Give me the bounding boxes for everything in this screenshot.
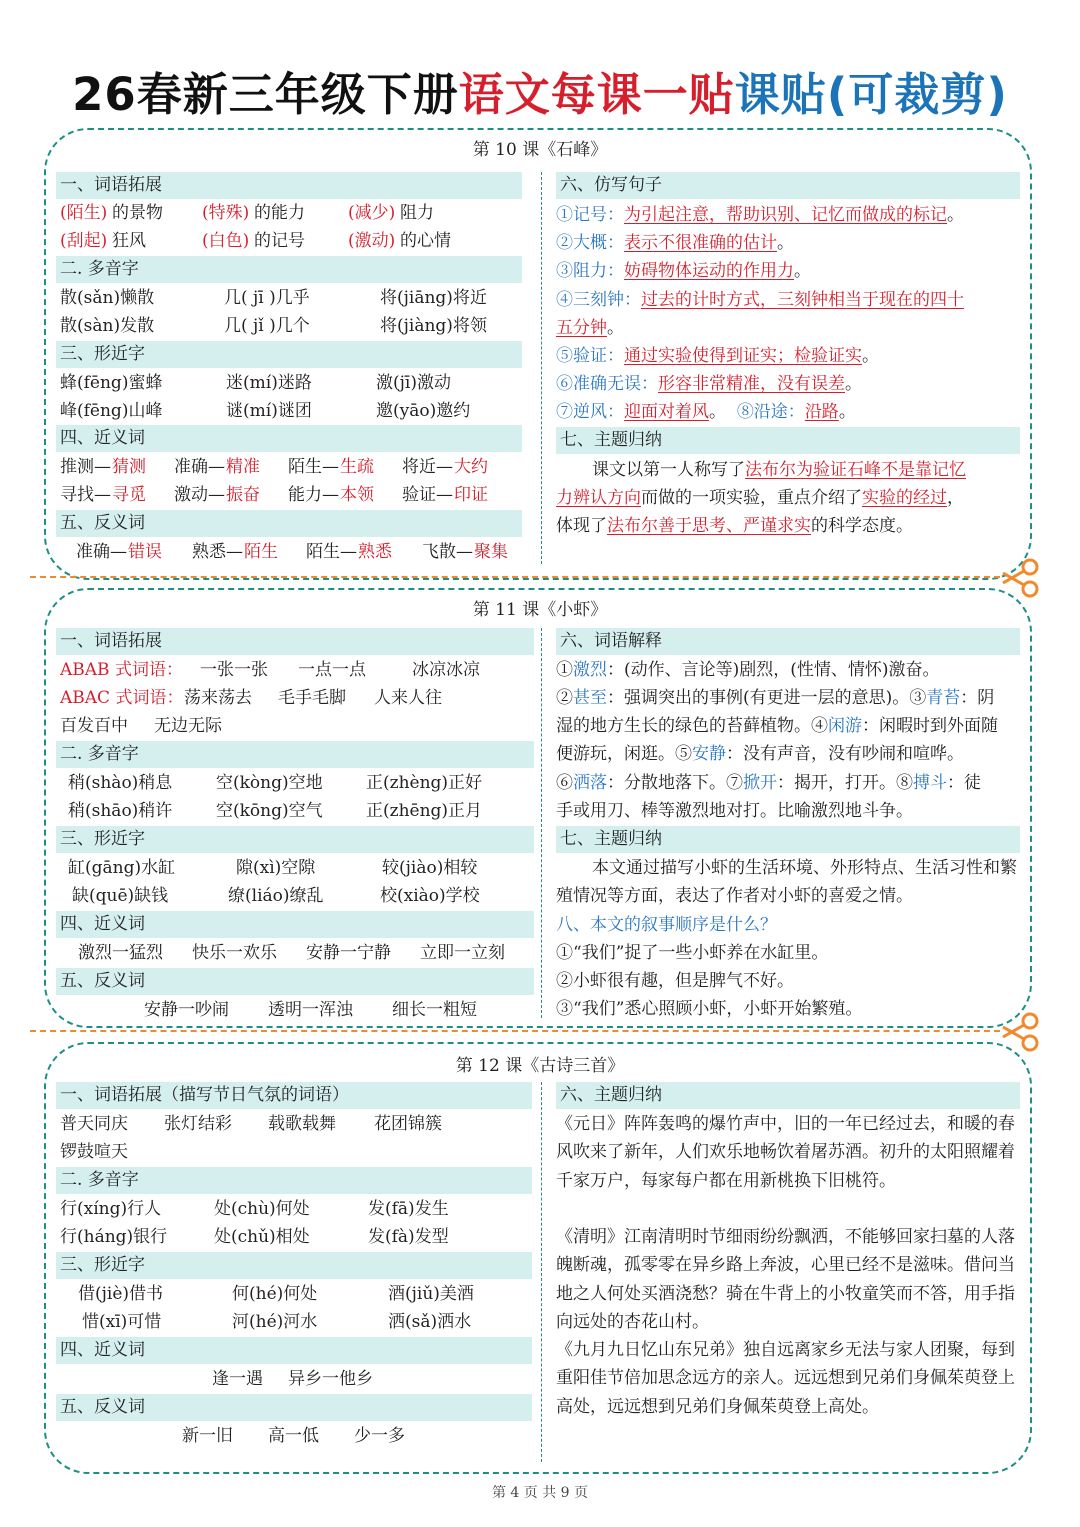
order-item: ③“我们”悉心照顾小虾，小虾开始繁殖。 (556, 999, 863, 1019)
summary-line: 力辨认方向而做的一项实验，重点介绍了实验的经过， (556, 488, 964, 508)
summary-line: 课文以第一人称写了法布尔为验证石峰不是靠记忆 (592, 460, 966, 480)
sentence-row: ⑥准确无误：形容非常精准，没有误差。 (556, 374, 862, 394)
sentence-row: ①记号：为引起注意，帮助识别、记忆而做成的标记。 (556, 205, 964, 225)
definition-line: 手或用刀、棒等激烈地对打。比喻激烈地斗争。 (556, 801, 913, 821)
column-divider (541, 1082, 542, 1462)
section-header: 四、近义词 (56, 425, 522, 452)
sentence-row: ②大概：表示不很准确的估计。 (556, 233, 794, 253)
section-header: 七、主题归纳 (556, 427, 1020, 454)
sentence-row: ⑦逆风：迎面对着风。 ⑧沿途：沿路。 (556, 402, 856, 422)
lesson-10-title: 第 10 课《石峰》 (472, 140, 608, 160)
question-heading: 八、本文的叙事顺序是什么？ (556, 915, 777, 935)
section-header: 五、反义词 (56, 968, 534, 995)
sentence-row: 五分钟。 (556, 318, 624, 338)
lesson-12-title: 第 12 课《古诗三首》 (455, 1056, 625, 1076)
cut-line (30, 1030, 1000, 1032)
section-header: 六、仿写句子 (556, 172, 1020, 199)
section-header: 六、主题归纳 (556, 1082, 1020, 1109)
section-header: 四、近义词 (56, 911, 534, 938)
order-item: ①“我们”捉了一些小虾养在水缸里。 (556, 943, 829, 963)
sentence-row: ③阻力：妨碍物体运动的作用力。 (556, 261, 811, 281)
section-header: 一、词语拓展 (56, 172, 522, 199)
poem-summary: 《清明》江南清明时节细雨纷纷飘洒，不能够回家扫墓的人落魄断魂，孤零零在异乡路上奔波，心里已经不是滋味。借问当地之人何处买酒浇愁？骑在牛背上的小牧童笑而不答，用手指向远处的杏花山村。 (556, 1227, 1015, 1332)
sentence-row: ⑤验证：通过实验使得到证实；检验证实。 (556, 346, 879, 366)
lesson-11-title: 第 11 课《小虾》 (472, 600, 608, 620)
section-header: 五、反义词 (56, 1394, 532, 1421)
definition-line: ①激烈：(动作、言论等)剧烈，(性情、情怀)激奋。 (556, 660, 940, 680)
section-header: 五、反义词 (56, 510, 522, 537)
definition-line: 湿的地方生长的绿色的苔藓植物。④闲游：闲暇时到外面随 (556, 716, 998, 736)
sentence-row: ④三刻钟：过去的计时方式，三刻钟相当于现在的四十 (556, 290, 964, 310)
poem-summary: 《元日》阵阵轰鸣的爆竹声中，旧的一年已经过去，和暖的春风吹来了新年，人们欢乐地畅饮着屠苏酒。初升的太阳照耀着千家万户，每家每户都在用新桃换下旧桃符。 (556, 1114, 1015, 1191)
order-item: ②小虾很有趣，但是脾气不好。 (556, 971, 794, 991)
section-header: 一、词语拓展 (56, 628, 534, 655)
column-divider (541, 628, 542, 1018)
column-divider (541, 172, 542, 564)
section-header: 二. 多音字 (56, 1167, 532, 1194)
cut-line (30, 576, 1000, 578)
section-header: 七、主题归纳 (556, 826, 1020, 853)
definition-line: ②甚至：强调突出的事例(有更进一层的意思)。③青苔：阴 (556, 688, 995, 708)
section-header: 三、形近字 (56, 341, 522, 368)
summary-paragraph: 本文通过描写小虾的生活环境、外形特点、生活习性和繁殖情况等方面，表达了作者对小虾的喜爱之情。 (556, 858, 1017, 907)
definition-line: ⑥洒落：分散地落下。⑦掀开：揭开，打开。⑧搏斗：徒 (556, 773, 981, 793)
definition-line: 便游玩，闲逛。⑤安静：没有声音，没有吵闹和喧哗。 (556, 744, 964, 764)
section-header: 六、词语解释 (556, 628, 1020, 655)
section-header: 四、近义词 (56, 1337, 532, 1364)
section-header: 一、词语拓展（描写节日气氛的词语） (56, 1082, 532, 1109)
section-header: 三、形近字 (56, 826, 534, 853)
page-title: 26春新三年级下册语文每课一贴课贴(可裁剪) (72, 68, 1008, 121)
section-header: 二. 多音字 (56, 741, 534, 768)
section-header: 三、形近字 (56, 1252, 532, 1279)
page-number: 第 4 页 共 9 页 (491, 1485, 589, 1501)
section-header: 二. 多音字 (56, 256, 522, 283)
poem-summary: 《九月九日忆山东兄弟》独自远离家乡无法与家人团聚，每到重阳佳节倍加思念远方的亲人。远远想到兄弟们身佩茱萸登上高处，远远想到兄弟们身佩茱萸登上高处。 (556, 1340, 1015, 1417)
summary-line: 体现了法布尔善于思考、严谨求实的科学态度。 (556, 516, 913, 536)
